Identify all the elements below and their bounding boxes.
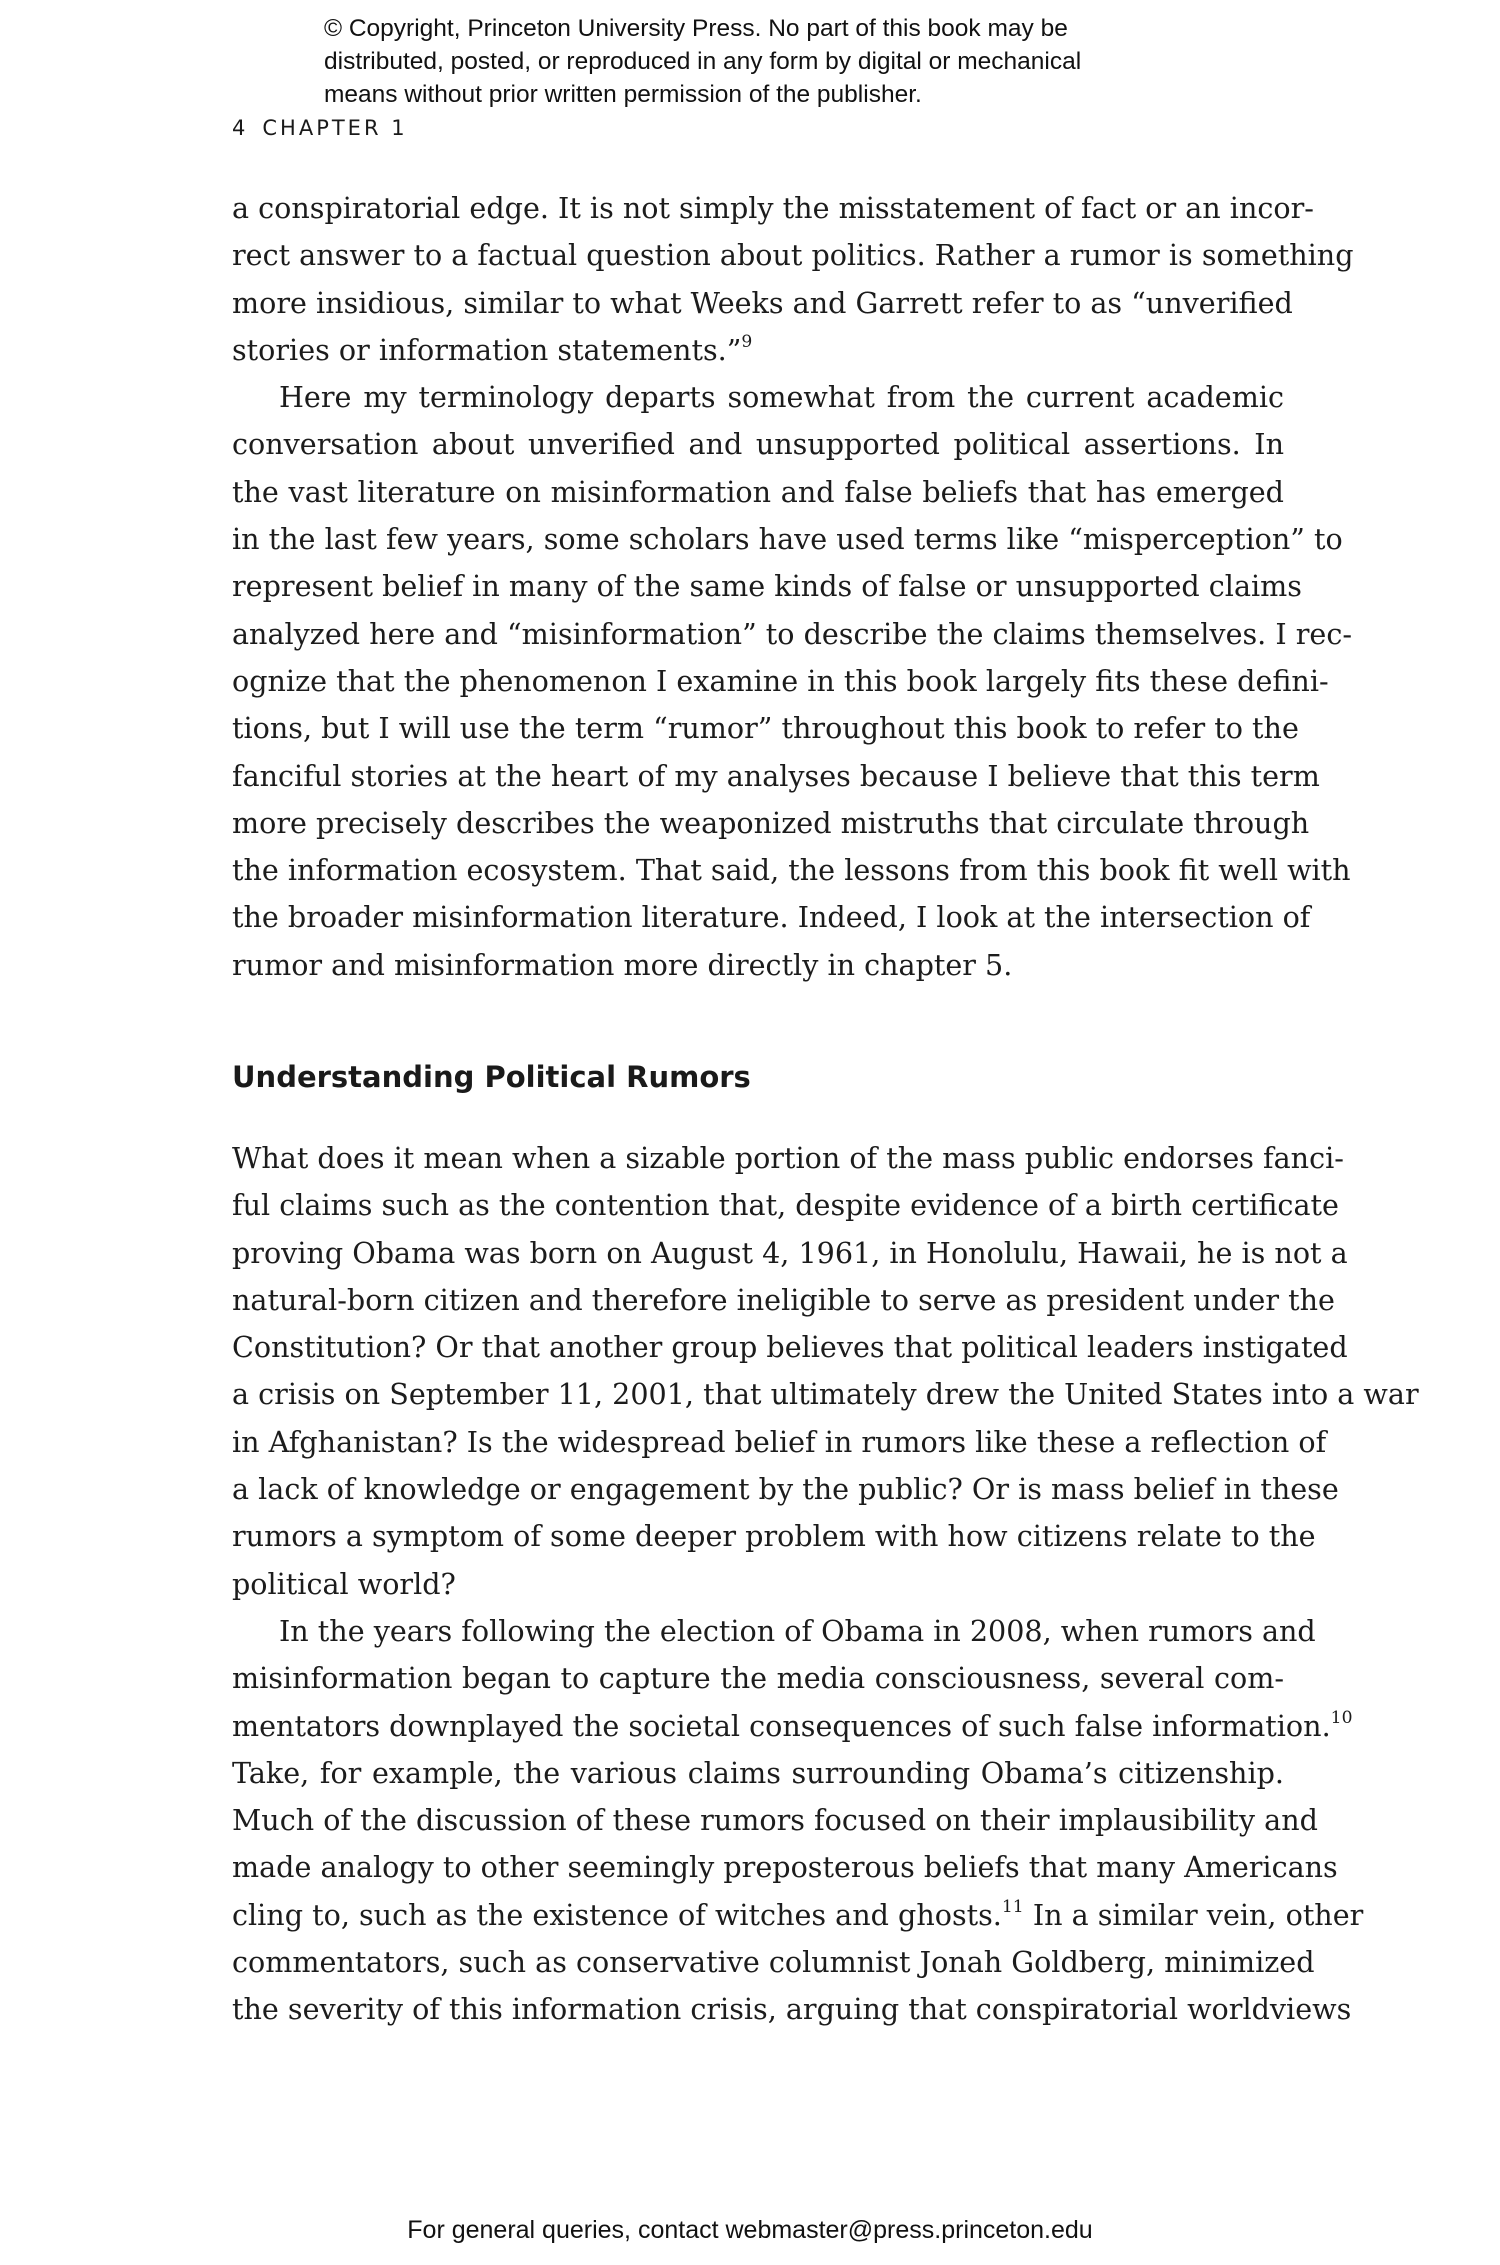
line-text: ognize that the phenomenon I examine in this book largely fits these defini- <box>232 663 1329 698</box>
line-text: represent belief in many of the same kinds of false or unsupported claims <box>232 569 1302 604</box>
line-text: natural-born citizen and therefore ineligible to serve as president under the <box>232 1282 1335 1317</box>
text-line <box>232 1561 1284 1608</box>
line-text: a crisis on September 11, 2001, that ultimately drew the United States into a war <box>232 1377 1419 1412</box>
text-line <box>232 232 1354 279</box>
text-line <box>232 469 1284 516</box>
section-heading: Understanding Political Rumors <box>232 1060 751 1094</box>
line-text: conversation about unverified and unsupported political assertions. In <box>232 427 1284 462</box>
footnote-marker: 11 <box>1001 1896 1024 1917</box>
line-text: in the last few years, some scholars have used terms like “misperception” to <box>232 522 1343 557</box>
line-text: cling to, such as the existence of witches and ghosts. <box>232 1897 1002 1932</box>
copyright-notice <box>324 12 1224 111</box>
text-line <box>232 280 1293 327</box>
text-line <box>232 1513 1316 1560</box>
line-text: ful claims such as the contention that, despite evidence of a birth certificate <box>232 1188 1339 1223</box>
copyright-line: © Copyright, Princeton University Press. No part of this book may be <box>324 15 1068 42</box>
body-text-section-2 <box>232 1135 1419 2034</box>
line-text: Here my terminology departs somewhat from the current academic <box>279 380 1284 415</box>
line-text: fanciful stories at the heart of my analyses because I believe that this term <box>232 758 1320 793</box>
text-line <box>232 800 1310 847</box>
line-text: the broader misinformation literature. Indeed, I look at the intersection of <box>232 900 1311 935</box>
text-line <box>232 374 1284 421</box>
line-text-continued: In a similar vein, other <box>1023 1897 1364 1932</box>
chapter-label: CHAPTER 1 <box>262 116 408 140</box>
line-text: Take, for example, the various claims surrounding Obama’s citizenship. <box>232 1755 1284 1790</box>
text-line <box>232 705 1299 752</box>
text-line <box>232 1939 1315 1986</box>
text-line <box>232 1230 1348 1277</box>
line-text: rumor and misinformation more directly in chapter 5. <box>232 947 1013 982</box>
line-text: Constitution? Or that another group believes that political leaders instigated <box>232 1330 1348 1365</box>
line-text: more precisely describes the weaponized mistruths that circulate through <box>232 805 1310 840</box>
text-line <box>232 516 1343 563</box>
text-line <box>232 563 1302 610</box>
line-text: made analogy to other seemingly preposterous beliefs that many Americans <box>232 1850 1338 1885</box>
text-line <box>232 1986 1352 2033</box>
text-line <box>232 1797 1318 1844</box>
text-line <box>232 1750 1284 1797</box>
line-text: analyzed here and “misinformation” to describe the claims themselves. I rec- <box>232 616 1353 651</box>
text-line <box>232 1371 1419 1418</box>
line-text: Much of the discussion of these rumors focused on their implausibility and <box>232 1803 1318 1838</box>
running-head <box>232 116 408 140</box>
copyright-line: means without prior written permission of the publisher. <box>324 81 922 108</box>
text-line <box>232 1703 1353 1750</box>
line-text: a conspiratorial edge. It is not simply the misstatement of fact or an incor- <box>232 191 1314 225</box>
line-text: proving Obama was born on August 4, 1961, in Honolulu, Hawaii, he is not a <box>232 1235 1348 1270</box>
footer-contact: For general queries, contact webmaster@press.princeton.edu <box>407 2216 1093 2244</box>
line-text: commentators, such as conservative columnist Jonah Goldberg, minimized <box>232 1945 1315 1980</box>
text-line <box>232 421 1284 468</box>
copyright-line: distributed, posted, or reproduced in any form by digital or mechanical <box>324 48 1082 75</box>
text-line <box>232 1655 1284 1702</box>
text-line <box>232 1466 1339 1513</box>
footnote-marker: 9 <box>741 332 753 353</box>
line-text: a lack of knowledge or engagement by the public? Or is mass belief in these <box>232 1472 1339 1507</box>
text-line <box>232 611 1353 658</box>
line-text: stories or information statements.” <box>232 332 742 367</box>
text-line <box>232 1892 1364 1939</box>
line-text: misinformation began to capture the media consciousness, several com- <box>232 1661 1284 1696</box>
line-text: mentators downplayed the societal consequences of such false information. <box>232 1708 1331 1743</box>
line-text: the vast literature on misinformation and false beliefs that has emerged <box>232 474 1284 509</box>
line-text: In the years following the election of Obama in 2008, when rumors and <box>279 1613 1316 1648</box>
text-line <box>232 327 1284 374</box>
text-line <box>232 847 1351 894</box>
line-text: rumors a symptom of some deeper problem with how citizens relate to the <box>232 1519 1316 1554</box>
text-line <box>232 1135 1344 1182</box>
text-line <box>232 1844 1338 1891</box>
line-text: rect answer to a factual question about politics. Rather a rumor is something <box>232 238 1354 273</box>
text-line <box>232 753 1320 800</box>
line-text: tions, but I will use the term “rumor” throughout this book to refer to the <box>232 711 1299 746</box>
text-line <box>232 894 1311 941</box>
line-text: the severity of this information crisis, arguing that conspiratorial worldviews <box>232 1992 1352 2027</box>
text-line <box>232 185 1314 232</box>
body-text-section-1 <box>232 185 1354 989</box>
line-text: more insidious, similar to what Weeks and Garrett refer to as “unverified <box>232 285 1293 320</box>
text-line <box>232 1324 1348 1371</box>
text-line <box>232 1608 1316 1655</box>
text-line <box>232 658 1329 705</box>
line-text: What does it mean when a sizable portion of the mass public endorses fanci- <box>232 1141 1344 1175</box>
text-line <box>232 1277 1335 1324</box>
text-line <box>232 942 1284 989</box>
line-text: political world? <box>232 1566 456 1601</box>
line-text: the information ecosystem. That said, the lessons from this book fit well with <box>232 853 1351 888</box>
footnote-marker: 10 <box>1330 1707 1353 1728</box>
text-line <box>232 1419 1327 1466</box>
line-text: in Afghanistan? Is the widespread belief in rumors like these a reflection of <box>232 1424 1327 1459</box>
page-number: 4 <box>232 116 249 140</box>
text-line <box>232 1182 1339 1229</box>
